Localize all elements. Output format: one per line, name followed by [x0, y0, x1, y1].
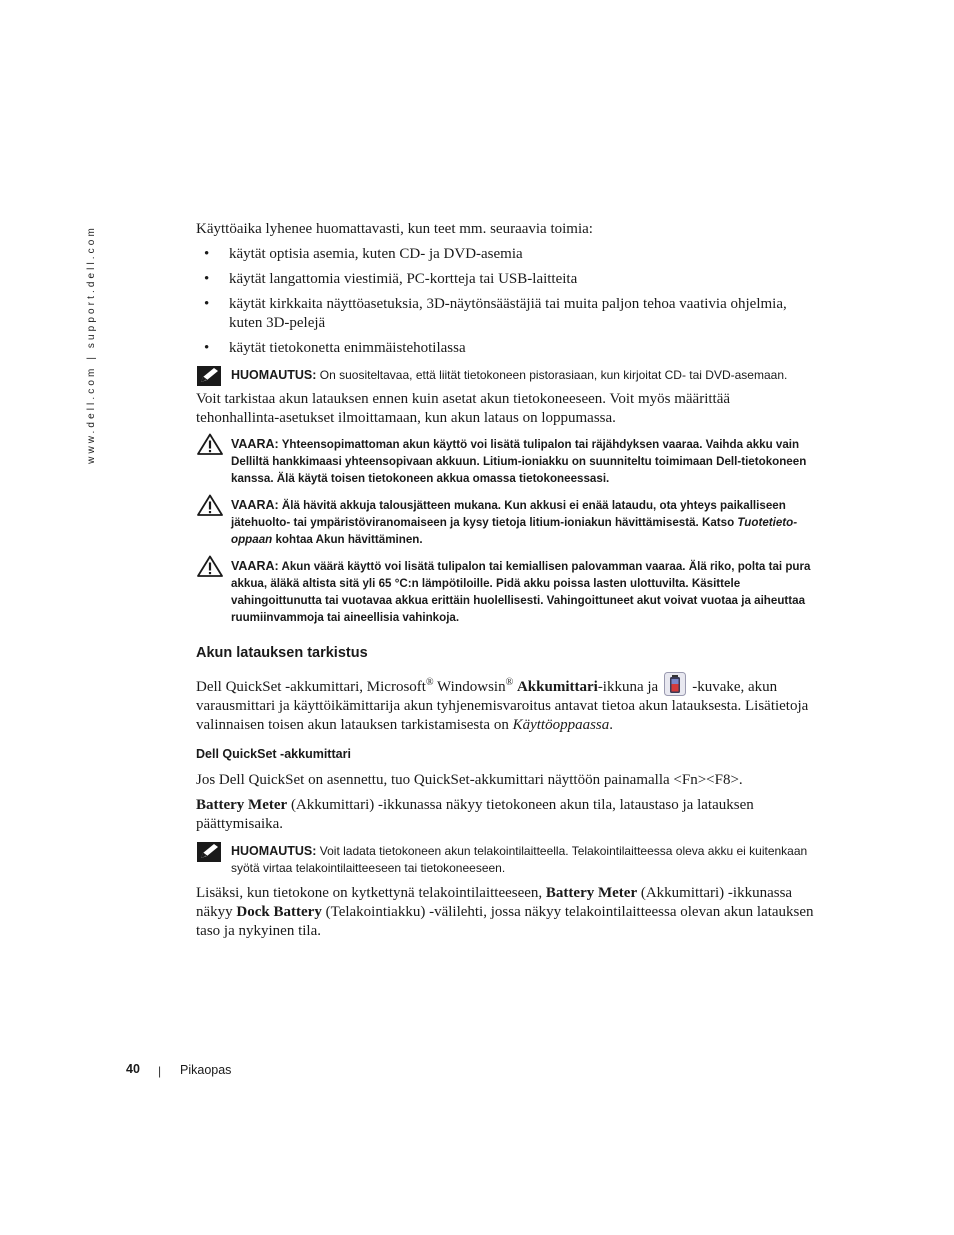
charge-paragraph: Voit tarkistaa akun latauksen ennen kuin asetat akun tietokoneeseen. Voit myös määrittää tehonhallinta-asetukset ilmoittamaan, kun akun lataus on loppumassa. [196, 391, 731, 426]
intro-paragraph: Käyttöaika lyhenee huomattavasti, kun teet mm. seuraavia toimia: [196, 221, 593, 237]
warning-3 [231, 558, 821, 626]
section-text: -kuvake, akun varausmittari ja käyttöikämittarija akun tyhjenemisvaroitus antavat tietoa akun latauksesta. Lisätietoja valinnaisen toisen akun latauksen tarkistamisesta on [196, 679, 809, 733]
registered-mark: ® [505, 677, 514, 688]
note-pencil-icon [197, 366, 221, 386]
battery-meter-term: Battery Meter [196, 797, 288, 813]
dock-text: (Akkumittari) -ikkunassa näkyy [196, 885, 793, 920]
quickset-paragraph: Jos Dell QuickSet on asennettu, tuo QuickSet-akkumittari näyttöön painamalla <Fn><F8>. [196, 772, 743, 788]
notice-label: HUOMAUTUS: [231, 368, 317, 382]
warning-1 [231, 436, 821, 487]
bullet-glyph: • [204, 340, 210, 356]
footer-title: Pikaopas [180, 1063, 232, 1077]
warning-triangle-icon [197, 494, 223, 516]
bullet-glyph: • [204, 271, 210, 287]
bullet-glyph: • [204, 246, 210, 262]
section-text: Windowsin [433, 679, 506, 695]
warning-label: VAARA: [231, 498, 279, 512]
warning-label: VAARA: [231, 559, 279, 573]
notice-1 [231, 367, 821, 384]
warning-label: VAARA: [231, 437, 279, 451]
footer-separator: | [158, 1064, 162, 1078]
bullet-item: käytät langattomia viestimiä, PC-kortteja tai USB-laitteita [229, 271, 578, 287]
registered-mark: ® [425, 677, 434, 688]
notice-2 [231, 843, 821, 877]
warning-2 [231, 497, 821, 548]
bullet-item: käytät optisia asemia, kuten CD- ja DVD-asemia [229, 246, 523, 262]
notice-label: HUOMAUTUS: [231, 844, 317, 858]
battery-meter-term: Battery Meter [545, 885, 638, 901]
warning-triangle-icon [197, 433, 223, 455]
notice-text: On suositeltavaa, että liität tietokoneen pistorasiaan, kun kirjoitat CD- tai DVD-asemaan. [319, 368, 788, 382]
bullet-glyph: • [204, 296, 210, 312]
sidebar-url-text: www.dell.com | support.dell.com [85, 224, 97, 464]
user-guide-ref: Käyttöoppaassa [512, 717, 610, 733]
warning-triangle-icon [197, 555, 223, 577]
battery-meter-icon [664, 672, 686, 696]
section-text: -ikkuna ja [597, 679, 659, 695]
warning-text: Yhteensopimattoman akun käyttö voi lisätä tulipalon tai räjähdyksen vaaraa. Vaihda akku vain Delliltä hankkimaasi yhteensopivaan akkuun. Litium-ioniakku on suunniteltu toimimaan Dell-tietokoneen kanssa. Älä käytä toisen tietokoneen akkua omassa tietokoneessasi. [231, 438, 807, 485]
dock-battery-term: Dock Battery [236, 904, 322, 920]
notice-text: Voit ladata tietokoneen akun telakointilaitteella. Telakointilaitteessa oleva akku ei kuitenkaan syötä virtaa telakointilaitteeseen tai tietokoneeseen. [231, 844, 808, 875]
section-text: . [609, 717, 614, 733]
section-text: Dell QuickSet -akkumittari, Microsoft [196, 679, 426, 695]
warning-text: Akun väärä käyttö voi lisätä tulipalon tai kemiallisen palovamman vaaraa. Älä riko, polta tai pura akkua, äläkä altista sitä yli 65 °C:n lämpötiloille. Pidä akku poissa lasten ulottuvilta. Käsittele vahingoittunutta tai vuotavaa akkua erittäin huolellisesti. Vahingoittuneet akut voivat vuotaa ja aiheuttaa ruumiinvammoja tai aineellisia vahinkoja. [231, 560, 811, 624]
note-pencil-icon [197, 842, 221, 862]
dock-text: Lisäksi, kun tietokone on kytkettynä telakointilaitteeseen, [196, 885, 546, 901]
bullet-item: käytät kirkkaita näyttöasetuksia, 3D-näytönsäästäjiä tai muita paljon tehoa vaativia ohjelmia, kuten 3D-pelejä [229, 296, 787, 331]
dock-text: (Telakointiakku) -välilehti, jossa näkyy telakointilaitteessa olevan akun latauksen taso ja nykyinen tila. [196, 904, 814, 939]
meter-text: (Akkumittari) -ikkunassa näkyy tietokoneen akun tila, lataustaso ja latauksen päättymisaika. [196, 797, 754, 832]
subsection-heading: Dell QuickSet -akkumittari [196, 747, 351, 761]
meter-paragraph [196, 796, 816, 834]
sidebar-url [84, 224, 98, 464]
warning-italic-ref: Tuotetieto-oppaan [231, 516, 798, 546]
bullet-item: käytät tietokonetta enimmäistehotilassa [229, 340, 466, 356]
warning-text-end: kohtaa Akun hävittäminen. [275, 533, 423, 546]
warning-text: Älä hävitä akkuja talousjätteen mukana. Kun akkusi ei enää lataudu, ota yhteys paikalliseen jätehuolto- tai ympäristöviranomaiseen ja kysy tietoja litium-ioniakun hävittämisestä. Katso [231, 499, 786, 529]
dock-paragraph [196, 884, 816, 941]
battery-meter-name: Akkumittari [516, 679, 598, 695]
page-number: 40 [126, 1062, 140, 1076]
section-heading: Akun latauksen tarkistus [196, 645, 368, 661]
section-paragraph [196, 672, 816, 735]
